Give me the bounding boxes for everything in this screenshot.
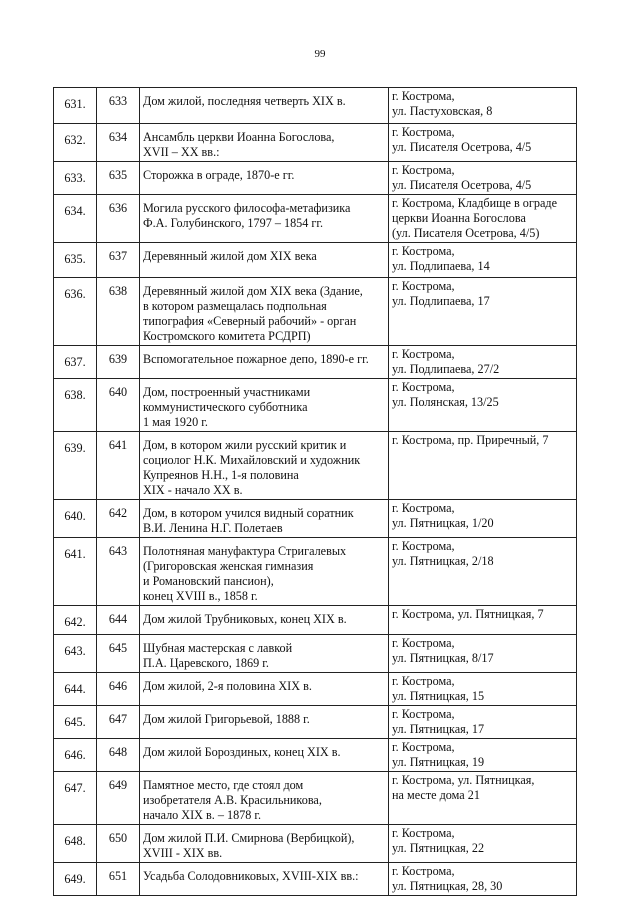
- table-row: [54, 825, 577, 863]
- row-number: 633.: [54, 162, 97, 195]
- row-number: 637.: [54, 346, 97, 379]
- registry-number: 637: [97, 243, 140, 278]
- object-name-line: XVII – XX вв.:: [143, 145, 220, 159]
- registry-number: 638: [97, 278, 140, 346]
- registry-number: 646: [97, 673, 140, 706]
- object-name-line: Ансамбль церкви Иоанна Богослова,: [143, 130, 335, 144]
- object-name-line: XVIII - XIX вв.: [143, 846, 223, 860]
- address-line: ул. Пастуховская, 8: [392, 104, 493, 118]
- object-name-cell: [140, 706, 389, 739]
- table-row: [54, 706, 577, 739]
- table-row: [54, 432, 577, 500]
- object-name-line: изобретателя А.В. Красильникова,: [143, 793, 322, 807]
- table-row: [54, 346, 577, 379]
- registry-number: 650: [97, 825, 140, 863]
- address-cell: [389, 278, 577, 346]
- address-cell: [389, 673, 577, 706]
- object-name-line: Дом жилой Трубниковых, конец XIX в.: [143, 612, 347, 626]
- table-row: [54, 243, 577, 278]
- table-row: [54, 162, 577, 195]
- object-name-line: Сторожка в ограде, 1870-е гг.: [143, 168, 295, 182]
- object-name-line: (Григоровская женская гимназия: [143, 559, 314, 573]
- table-body: [54, 88, 577, 896]
- address-line: г. Кострома,: [392, 636, 455, 650]
- object-name-line: Дом, в котором учился видный соратник: [143, 506, 354, 520]
- object-name-line: 1 мая 1920 г.: [143, 415, 208, 429]
- address-cell: [389, 432, 577, 500]
- object-name-cell: [140, 635, 389, 673]
- object-name-line: Дом жилой П.И. Смирнова (Вербицкой),: [143, 831, 355, 845]
- address-cell: [389, 772, 577, 825]
- object-name-line: конец XVIII в., 1858 г.: [143, 589, 258, 603]
- address-line: ул. Полянская, 13/25: [392, 395, 499, 409]
- row-number: 648.: [54, 825, 97, 863]
- row-number: 645.: [54, 706, 97, 739]
- object-name-cell: [140, 124, 389, 162]
- object-name-cell: [140, 825, 389, 863]
- address-line: г. Кострома, ул. Пятницкая,: [392, 773, 535, 787]
- address-line: г. Кострома,: [392, 380, 455, 394]
- table-row: [54, 500, 577, 538]
- address-line: г. Кострома, Кладбище в ограде: [392, 196, 557, 210]
- row-number: 647.: [54, 772, 97, 825]
- address-line: г. Кострома,: [392, 826, 455, 840]
- table-row: [54, 739, 577, 772]
- address-cell: [389, 243, 577, 278]
- object-name-cell: [140, 278, 389, 346]
- page-number: 99: [314, 48, 326, 60]
- object-name-line: Костромского комитета РСДРП): [143, 329, 311, 343]
- address-cell: [389, 162, 577, 195]
- registry-number: 633: [97, 88, 140, 124]
- object-name-cell: [140, 243, 389, 278]
- object-name-line: Вспомогательное пожарное депо, 1890-е гг.: [143, 352, 369, 366]
- object-name-line: Ф.А. Голубинского, 1797 – 1854 гг.: [143, 216, 324, 230]
- row-number: 636.: [54, 278, 97, 346]
- object-name-line: Деревянный жилой дом XIX века (Здание,: [143, 284, 363, 298]
- registry-number: 649: [97, 772, 140, 825]
- address-cell: [389, 346, 577, 379]
- address-cell: [389, 863, 577, 896]
- object-name-cell: [140, 673, 389, 706]
- row-number: 639.: [54, 432, 97, 500]
- object-name-cell: [140, 432, 389, 500]
- address-line: ул. Подлипаева, 27/2: [392, 362, 500, 376]
- object-name-line: начало XIX в. – 1878 г.: [143, 808, 262, 822]
- row-number: 634.: [54, 195, 97, 243]
- address-line: ул. Пятницкая, 22: [392, 841, 485, 855]
- object-name-line: Дом жилой, 2-я половина XIX в.: [143, 679, 312, 693]
- address-line: ул. Пятницкая, 19: [392, 755, 485, 769]
- monuments-table: [53, 87, 577, 896]
- row-number: 631.: [54, 88, 97, 124]
- address-line: церкви Иоанна Богослова: [392, 211, 526, 225]
- object-name-line: Дом жилой Бороздиных, конец XIX в.: [143, 745, 341, 759]
- address-cell: [389, 500, 577, 538]
- address-line: г. Кострома,: [392, 539, 455, 553]
- address-line: г. Кострома,: [392, 89, 455, 103]
- object-name-line: коммунистического субботника: [143, 400, 308, 414]
- table-row: [54, 379, 577, 432]
- table-row: [54, 635, 577, 673]
- address-cell: [389, 635, 577, 673]
- row-number: 642.: [54, 606, 97, 635]
- row-number: 649.: [54, 863, 97, 896]
- address-line: г. Кострома,: [392, 864, 455, 878]
- object-name-line: в котором размещалась подпольная: [143, 299, 327, 313]
- address-line: ул. Пятницкая, 2/18: [392, 554, 494, 568]
- registry-number: 643: [97, 538, 140, 606]
- row-number: 640.: [54, 500, 97, 538]
- registry-number: 644: [97, 606, 140, 635]
- registry-number: 651: [97, 863, 140, 896]
- object-name-cell: [140, 195, 389, 243]
- registry-number: 645: [97, 635, 140, 673]
- address-line: ул. Пятницкая, 17: [392, 722, 485, 736]
- address-line: (ул. Писателя Осетрова, 4/5): [392, 226, 540, 240]
- table-row: [54, 538, 577, 606]
- object-name-cell: [140, 379, 389, 432]
- address-cell: [389, 124, 577, 162]
- address-line: г. Кострома, ул. Пятницкая, 7: [392, 607, 544, 621]
- address-cell: [389, 606, 577, 635]
- object-name-line: Полотняная мануфактура Стригалевых: [143, 544, 347, 558]
- object-name-line: В.И. Ленина Н.Г. Полетаев: [143, 521, 283, 535]
- registry-number: 640: [97, 379, 140, 432]
- object-name-line: социолог Н.К. Михайловский и художник: [143, 453, 361, 467]
- address-line: ул. Подлипаева, 17: [392, 294, 490, 308]
- address-cell: [389, 538, 577, 606]
- address-cell: [389, 706, 577, 739]
- registry-number: 648: [97, 739, 140, 772]
- table-row: [54, 673, 577, 706]
- row-number: 641.: [54, 538, 97, 606]
- object-name-line: Памятное место, где стоял дом: [143, 778, 304, 792]
- object-name-line: типография «Северный рабочий» - орган: [143, 314, 357, 328]
- address-line: ул. Писателя Осетрова, 4/5: [392, 140, 532, 154]
- registry-number: 642: [97, 500, 140, 538]
- object-name-cell: [140, 346, 389, 379]
- table-row: [54, 863, 577, 896]
- object-name-line: XIX - начало XX в.: [143, 483, 243, 497]
- object-name-line: Усадьба Солодовниковых, XVIII-XIX вв.:: [143, 869, 359, 883]
- address-line: ул. Пятницкая, 8/17: [392, 651, 494, 665]
- address-cell: [389, 739, 577, 772]
- address-line: г. Кострома, пр. Приречный, 7: [392, 433, 549, 447]
- row-number: 638.: [54, 379, 97, 432]
- address-line: г. Кострома,: [392, 347, 455, 361]
- object-name-cell: [140, 162, 389, 195]
- object-name-line: Деревянный жилой дом XIX века: [143, 249, 317, 263]
- address-cell: [389, 195, 577, 243]
- row-number: 643.: [54, 635, 97, 673]
- row-number: 635.: [54, 243, 97, 278]
- address-line: ул. Пятницкая, 15: [392, 689, 485, 703]
- address-line: ул. Подлипаева, 14: [392, 259, 490, 273]
- address-line: г. Кострома,: [392, 244, 455, 258]
- address-line: г. Кострома,: [392, 125, 455, 139]
- object-name-cell: [140, 606, 389, 635]
- table-row: [54, 772, 577, 825]
- row-number: 632.: [54, 124, 97, 162]
- object-name-line: Купреянов Н.Н., 1-я половина: [143, 468, 299, 482]
- address-line: ул. Пятницкая, 1/20: [392, 516, 494, 530]
- address-cell: [389, 825, 577, 863]
- registry-number: 641: [97, 432, 140, 500]
- registry-number: 639: [97, 346, 140, 379]
- table-row: [54, 195, 577, 243]
- object-name-line: Могила русского философа-метафизика: [143, 201, 351, 215]
- object-name-line: Дом, построенный участниками: [143, 385, 311, 399]
- table-row: [54, 88, 577, 124]
- registry-number: 636: [97, 195, 140, 243]
- address-line: ул. Пятницкая, 28, 30: [392, 879, 503, 893]
- address-line: ул. Писателя Осетрова, 4/5: [392, 178, 532, 192]
- registry-number: 647: [97, 706, 140, 739]
- address-line: г. Кострома,: [392, 501, 455, 515]
- address-cell: [389, 88, 577, 124]
- object-name-line: Дом, в котором жили русский критик и: [143, 438, 347, 452]
- object-name-cell: [140, 772, 389, 825]
- table-row: [54, 124, 577, 162]
- object-name-cell: [140, 88, 389, 124]
- object-name-line: Дом жилой Григорьевой, 1888 г.: [143, 712, 310, 726]
- address-line: г. Кострома,: [392, 707, 455, 721]
- object-name-cell: [140, 538, 389, 606]
- object-name-cell: [140, 863, 389, 896]
- row-number: 644.: [54, 673, 97, 706]
- address-line: на месте дома 21: [392, 788, 480, 802]
- registry-number: 634: [97, 124, 140, 162]
- object-name-line: Шубная мастерская с лавкой: [143, 641, 293, 655]
- object-name-line: Дом жилой, последняя четверть XIX в.: [143, 94, 346, 108]
- address-line: г. Кострома,: [392, 163, 455, 177]
- object-name-line: П.А. Царевского, 1869 г.: [143, 656, 269, 670]
- row-number: 646.: [54, 739, 97, 772]
- object-name-cell: [140, 500, 389, 538]
- table-row: [54, 606, 577, 635]
- address-line: г. Кострома,: [392, 740, 455, 754]
- object-name-cell: [140, 739, 389, 772]
- address-line: г. Кострома,: [392, 279, 455, 293]
- registry-number: 635: [97, 162, 140, 195]
- object-name-line: и Романовский пансион),: [143, 574, 274, 588]
- address-line: г. Кострома,: [392, 674, 455, 688]
- address-cell: [389, 379, 577, 432]
- table-row: [54, 278, 577, 346]
